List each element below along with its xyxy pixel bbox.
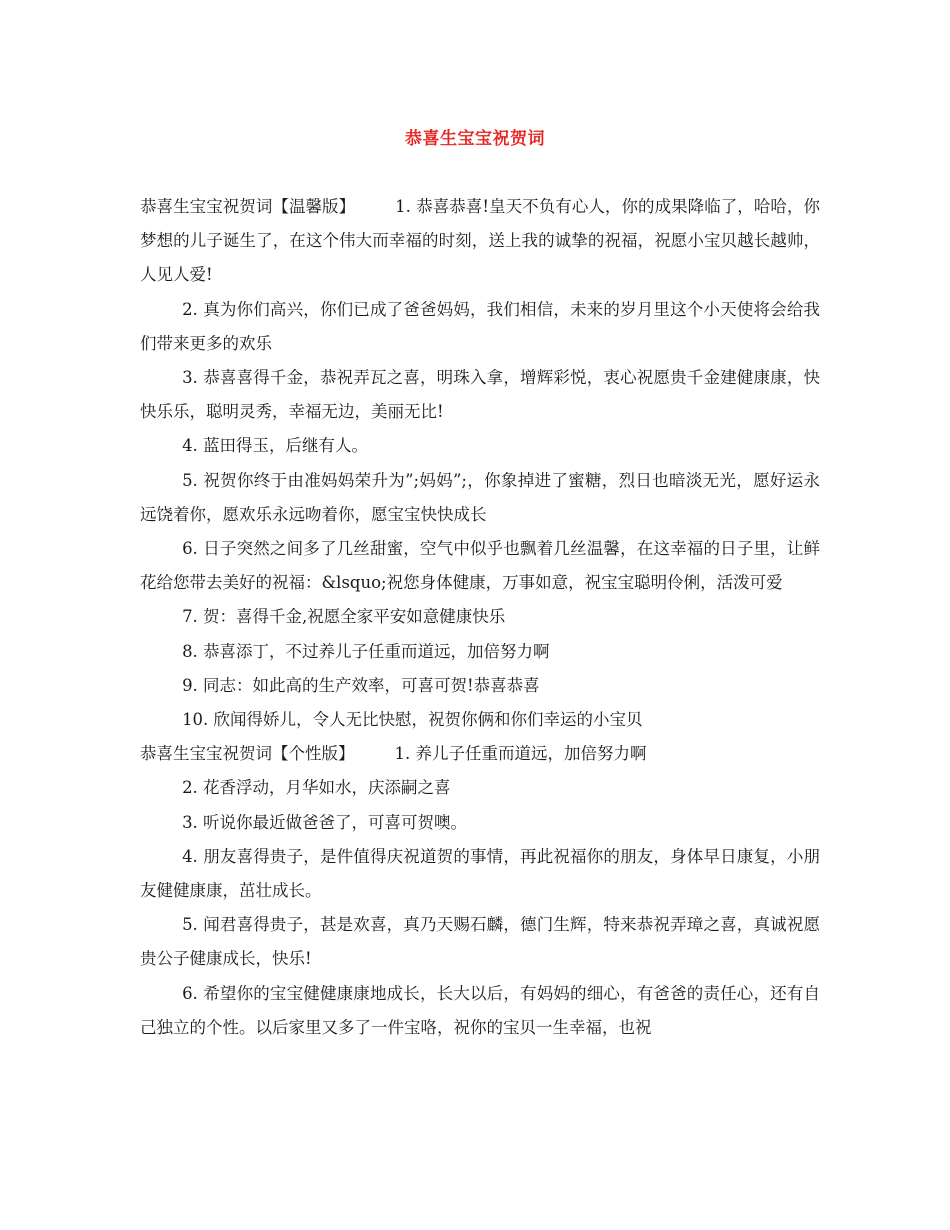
list-item: 5. 祝贺你终于由准妈妈荣升为”;妈妈”;，你象掉进了蜜糖，烈日也暗淡无光，愿好运永远饶着你，愿欢乐永远吻着你，愿宝宝快快成长 bbox=[140, 470, 820, 524]
list-item: 4. 朋友喜得贵子，是件值得庆祝道贺的事情，再此祝福你的朋友，身体早日康复，小朋友健健康康，茁壮成长。 bbox=[140, 846, 820, 901]
list-item: 6. 日子突然之间多了几丝甜蜜，空气中似乎也飘着几丝温馨，在这幸福的日子里，让鲜花给您带去美好的祝福：&lsquo;祝您身体健康，万事如意，祝宝宝聪明伶俐，活泼可爱 bbox=[140, 539, 820, 593]
paragraph-text: 1. 养儿子任重而道远，加倍努力啊 bbox=[394, 744, 647, 764]
list-item: 3. 恭喜喜得千金，恭祝弄瓦之喜，明珠入拿，增辉彩悦，衷心祝愿贵千金建健康康，快快乐乐，聪明灵秀，幸福无边，美丽无比! bbox=[140, 368, 820, 422]
document-body bbox=[140, 190, 820, 1045]
section-heading: 恭喜生宝宝祝贺词【个性版】 bbox=[140, 744, 355, 764]
list-item: 2. 花香浮动，月华如水，庆添嗣之喜 bbox=[182, 778, 451, 798]
list-item: 6. 希望你的宝宝健健康康地成长，长大以后，有妈妈的细心，有爸爸的责任心，还有自己独立的个性。以后家里又多了一件宝咯，祝你的宝贝一生幸福，也祝 bbox=[140, 983, 820, 1037]
document-title: 恭喜生宝宝祝贺词 bbox=[405, 129, 545, 149]
list-item: 8. 恭喜添丁，不过养儿子任重而道远，加倍努力啊 bbox=[182, 641, 550, 661]
section-intro-paragraph bbox=[140, 190, 820, 293]
list-item: 10. 欣闻得娇儿，令人无比快慰，祝贺你俩和你们幸运的小宝贝 bbox=[182, 710, 643, 730]
list-item: 2. 真为你们高兴，你们已成了爸爸妈妈，我们相信，未来的岁月里这个小天使将会给我们带来更多的欢乐 bbox=[140, 299, 820, 353]
list-item: 7. 贺：喜得千金,祝愿全家平安如意健康快乐 bbox=[182, 607, 506, 627]
section-heading: 恭喜生宝宝祝贺词【温馨版】 bbox=[140, 197, 356, 216]
paragraph-text: 1. 恭喜恭喜!皇天不负有心人，你的成果降临了，哈哈，你梦想的儿子诞生了，在这个伟大而幸福的时刻，送上我的诚挚的祝福，祝愿小宝贝越长越帅，人见人爱! bbox=[140, 197, 821, 285]
list-item: 5. 闻君喜得贵子，甚是欢喜，真乃天赐石麟，德门生辉，特来恭祝弄璋之喜，真诚祝愿贵公子健康成长，快乐! bbox=[140, 915, 820, 969]
list-item: 3. 听说你最近做爸爸了，可喜可贺噢。 bbox=[182, 812, 468, 832]
list-item: 9. 同志：如此高的生产效率，可喜可贺!恭喜恭喜 bbox=[182, 675, 540, 695]
list-item: 4. 蓝田得玉，后继有人。 bbox=[182, 436, 369, 456]
section-intro-paragraph bbox=[140, 737, 820, 771]
